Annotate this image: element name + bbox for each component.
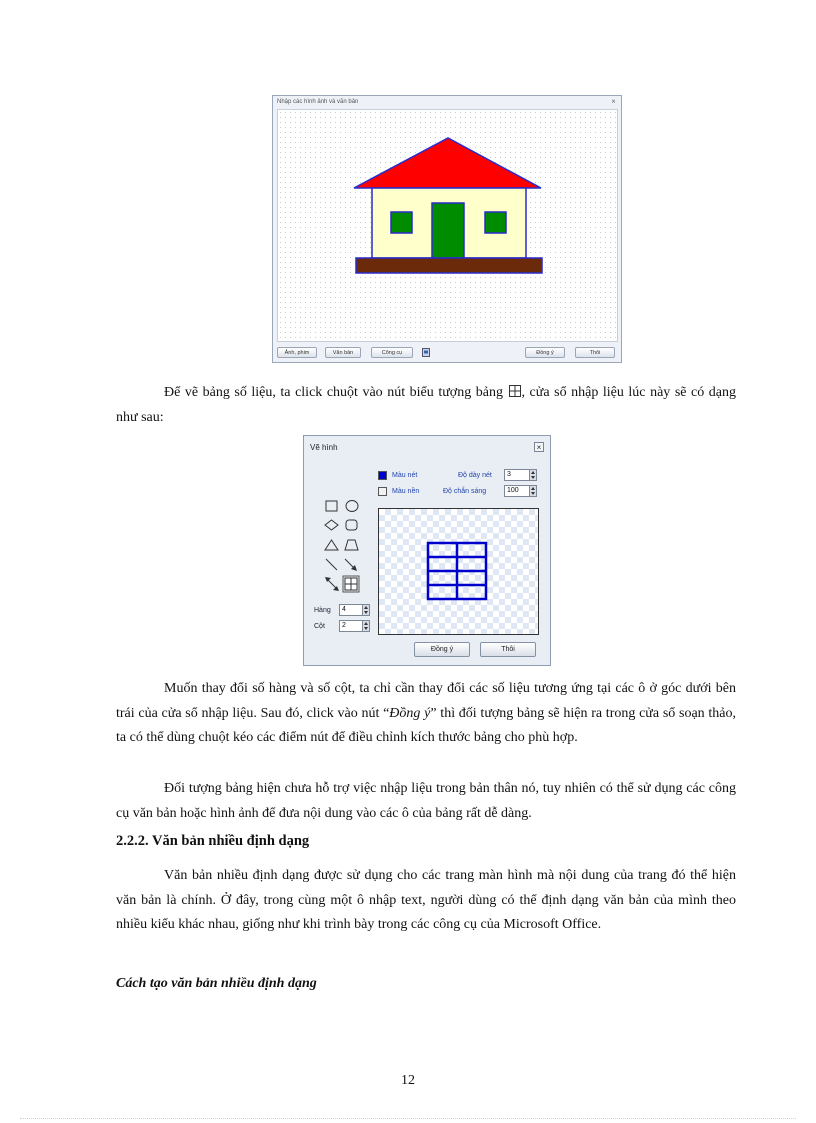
shape-tool-palette: [324, 499, 364, 594]
double-arrow-tool-icon[interactable]: [325, 577, 339, 591]
house-window-left: [391, 212, 412, 233]
spin-arrows-icon[interactable]: [529, 469, 537, 481]
spin-arrows-icon[interactable]: [362, 604, 370, 616]
shape-preview-area[interactable]: [378, 508, 539, 635]
window-title: Nhập các hình ảnh và văn bản: [277, 99, 359, 105]
paragraph-4: Văn bản nhiều định dạng được sử dụng cho các trang màn hình mà nội dung của trang đó thể hiện văn bản là chính. Ở đây, trong cùng một ô nhập text, người dùng có thể định dạng văn bản của mình theo nhiều kiểu khác nhau, giống như khi trình bày trong các công cụ của Microsoft Office.: [116, 868, 736, 932]
house-drawing: [278, 110, 619, 343]
close-icon[interactable]: ×: [534, 442, 544, 452]
cancel-button[interactable]: Thôi: [575, 347, 615, 358]
window-bottom-bar: [273, 344, 621, 362]
rows-label: Hàng: [314, 607, 331, 614]
stroke-color-label: Màu nét: [392, 472, 418, 479]
ellipse-tool-icon[interactable]: [346, 501, 358, 512]
rounded-rect-tool-icon[interactable]: [346, 520, 357, 530]
image-text-input-window: [272, 95, 622, 363]
drawing-canvas[interactable]: [277, 109, 618, 342]
trapezoid-tool-icon[interactable]: [345, 540, 358, 550]
triangle-tool-icon[interactable]: [325, 540, 338, 550]
house-base: [356, 258, 542, 273]
house-window-right: [485, 212, 506, 233]
fill-color-label: Màu nền: [392, 488, 420, 495]
opacity-label: Độ chắn sáng: [443, 488, 487, 495]
opacity-value: 100: [507, 487, 519, 494]
paragraph-1: [116, 381, 736, 430]
opacity-stepper[interactable]: [504, 485, 537, 497]
draw-shape-dialog: [303, 435, 551, 666]
rows-stepper[interactable]: [339, 604, 370, 616]
paragraph-1-text-a: Để vẽ bảng số liệu, ta click chuột vào nút biểu tượng bảng: [164, 385, 503, 400]
ok-button[interactable]: Đồng ý: [525, 347, 565, 358]
paragraph-1-text-b: , cửa sổ nhập liệu lúc này sẽ có dạng như sau:: [116, 385, 737, 425]
rows-value: 4: [342, 606, 346, 613]
house-door: [432, 203, 464, 258]
dialog-title: Vẽ hình: [310, 443, 338, 452]
spin-arrows-icon[interactable]: [529, 485, 537, 497]
table-icon: [509, 385, 521, 397]
sub-heading: Cách tạo văn bản nhiều định dạng: [116, 976, 317, 991]
picture-icon[interactable]: [422, 348, 430, 357]
thickness-stepper[interactable]: [504, 469, 537, 481]
table-tool-icon[interactable]: [343, 576, 359, 592]
diamond-tool-icon[interactable]: [325, 520, 338, 530]
cols-stepper[interactable]: [339, 620, 370, 632]
tools-button[interactable]: Công cụ: [371, 347, 413, 358]
fill-color-swatch[interactable]: [378, 487, 387, 496]
paragraph-3: Đối tượng bảng hiện chưa hỗ trợ việc nhập liệu trong bản thân nó, tuy nhiên có thể sử dụng các công cụ văn bản hoặc hình ảnh để đưa nội dung vào các ô của bảng rất dễ dàng.: [116, 781, 736, 821]
spin-arrows-icon[interactable]: [362, 620, 370, 632]
paragraph-2-emphasis: Đồng ý: [389, 705, 431, 721]
arrow-tool-icon[interactable]: [345, 559, 357, 571]
thickness-label: Độ dày nét: [458, 472, 492, 479]
line-tool-icon[interactable]: [326, 559, 337, 570]
house-roof: [354, 138, 541, 188]
cols-label: Cột: [314, 623, 325, 630]
ok-button[interactable]: Đồng ý: [414, 642, 470, 657]
stroke-color-swatch[interactable]: [378, 471, 387, 480]
table-preview: [379, 509, 540, 636]
section-heading: 2.2.2. Văn bản nhiều định dạng: [116, 833, 310, 849]
cols-value: 2: [342, 622, 346, 629]
cancel-button[interactable]: Thôi: [480, 642, 536, 657]
close-icon[interactable]: ×: [611, 97, 616, 106]
image-video-button[interactable]: Ảnh, phim: [277, 347, 317, 358]
thickness-value: 3: [507, 471, 511, 478]
paragraph-2-text-a: Muốn thay đổi số hàng và số cột, ta chỉ cần thay đổi các số liệu tương ứng tại các ô ở góc dưới bên trái của cửa sổ nhập liệu. Sau đó, click vào nút “: [116, 681, 736, 721]
paragraph-2: [116, 677, 736, 751]
paragraph-2-text-b: ” thì đối tượng bảng sẽ hiện ra trong cửa sổ soạn thảo, ta có thể dùng chuột kéo các điểm nút để điều chỉnh kích thước bảng cho phù hợp.: [116, 705, 737, 745]
footer-divider: [20, 1118, 796, 1119]
rectangle-tool-icon[interactable]: [326, 501, 337, 511]
text-button[interactable]: Văn bản: [325, 347, 361, 358]
page-number: 12: [401, 1073, 415, 1088]
